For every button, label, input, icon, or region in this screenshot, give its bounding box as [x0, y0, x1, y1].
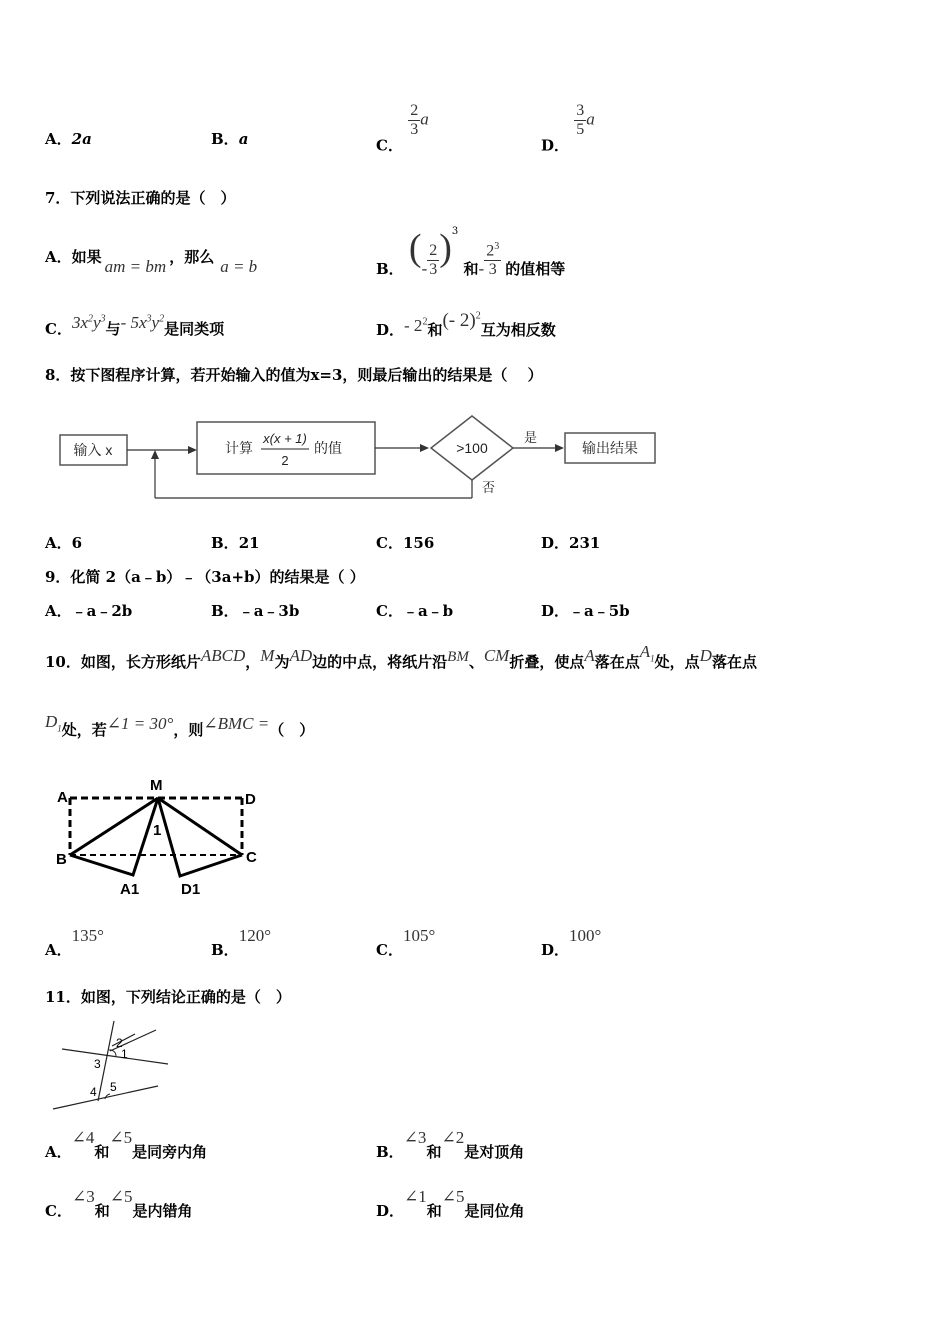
q10-option-b[interactable]: B．120°: [211, 926, 271, 959]
fig10-label-c: C: [246, 849, 257, 866]
q7-option-c[interactable]: C．$3x^2y^3$与- $5x^3y^2$是同类项: [45, 313, 225, 338]
flow-output-text: 输出结果: [582, 440, 638, 456]
q6-option-d-fraction: $\frac{3}{5}$: [576, 102, 585, 138]
q6-option-a-text: 2a: [71, 130, 92, 148]
fig11-label-4: 4: [90, 1085, 97, 1099]
flow-arrow-icon: [188, 446, 197, 454]
q8-option-c[interactable]: C．156: [376, 534, 435, 552]
flow-arrow-icon: [555, 444, 564, 452]
flow-no-label: 否: [482, 480, 496, 495]
flow-calc-prefix: 计算: [225, 440, 253, 456]
q6-option-a[interactable]: A．2a: [45, 130, 92, 148]
q8-stem: 8．按下图程序计算，若开始输入的值为x=3，则最后输出的结果是（ ）: [45, 366, 543, 384]
flow-arrow-icon: [420, 444, 429, 452]
q7-b-fraction1: $\frac{2}{3}$: [429, 242, 438, 278]
q10-option-a[interactable]: A．135°: [45, 926, 104, 959]
fig10-label-b: B: [56, 851, 67, 868]
q11-stem: 11．如图，下列结论正确的是（ ）: [45, 988, 291, 1006]
q6-option-c[interactable]: C． $\frac{2}{3}$ a: [376, 102, 429, 155]
q9-option-d[interactable]: D．﹣a﹣5b: [541, 602, 630, 620]
q8-option-b[interactable]: B．21: [211, 534, 260, 552]
q9-stem: 9．化简 2（a﹣b）﹣（3a+b）的结果是（ ）: [45, 568, 365, 586]
q10-option-c[interactable]: C．105°: [376, 926, 436, 959]
q7-stem: 7．下列说法正确的是（ ）: [45, 189, 236, 207]
q7-option-d[interactable]: D．- $2^2$和(- 2)$^2$互为相反数: [376, 310, 556, 339]
flow-yes-label: 是: [524, 430, 538, 445]
fig10-label-d1: D1: [181, 881, 201, 898]
q6-option-c-fraction: $\frac{2}{3}$: [410, 102, 419, 138]
q6-option-d[interactable]: D． $\frac{3}{5}$ a: [541, 102, 595, 155]
q10-stem-line2: $D_1$处，若∠1 = 30°，则∠BMC =（ ）: [45, 712, 315, 739]
q8-flowchart: [55, 412, 665, 507]
fig11-label-3: 3: [94, 1057, 101, 1071]
q11-option-b[interactable]: B．∠3和∠2是对顶角: [376, 1128, 525, 1161]
fig10-label-a1: A1: [120, 881, 140, 898]
fig11-label-1: 1: [121, 1047, 128, 1061]
fig10-label-d: D: [245, 791, 256, 808]
q10-option-d[interactable]: D．100°: [541, 926, 602, 959]
fig10-label-m: M: [150, 777, 163, 794]
q8-option-a[interactable]: A．6: [45, 534, 83, 552]
fig11-label-5: 5: [110, 1080, 117, 1094]
flow-arrow-icon: [151, 450, 159, 459]
q7-option-b[interactable]: B． (- $\frac{2}{3}$ )$^3$ 和- $\frac{2^3}{3}$ 的值相等: [376, 226, 566, 278]
q11-option-c[interactable]: C．∠3和∠5是内错角: [45, 1187, 193, 1220]
fig11-label-2: 2: [116, 1036, 123, 1050]
q11-option-d[interactable]: D．∠1和∠5是同位角: [376, 1187, 525, 1220]
flow-condition-text: >100: [456, 440, 488, 456]
q6-option-b-text: a: [238, 130, 249, 148]
flow-calc-den: 2: [281, 453, 289, 468]
fig10-label-a: A: [57, 789, 68, 806]
flow-calc-suffix: 的值: [314, 440, 342, 456]
q8-option-d[interactable]: D．231: [541, 534, 601, 552]
q7-b-fraction2: $\frac{2^3}{3}$: [484, 238, 501, 279]
flow-input-text: 输入 x: [73, 442, 113, 458]
q11-option-a[interactable]: A．∠4和∠5是同旁内角: [45, 1128, 208, 1161]
q10-figure: [50, 772, 280, 902]
q11-figure: [50, 1016, 180, 1116]
q9-option-c[interactable]: C．﹣a﹣b: [376, 602, 454, 620]
q9-option-b[interactable]: B．﹣a﹣3b: [211, 602, 300, 620]
flow-calc-num: x(x + 1): [263, 431, 307, 446]
q7-option-a[interactable]: A．如果 am = bm ，那么 a = b: [45, 248, 258, 276]
q10-stem-line1: 10．如图，长方形纸片ABCD，M为AD边的中点，将纸片沿BM、CM折叠，使点A落在点$A_1$处，点D落在点: [45, 642, 757, 671]
fig10-label-1: 1: [153, 822, 162, 839]
q6-option-b[interactable]: B．a: [211, 130, 249, 148]
q9-option-a[interactable]: A．﹣a﹣2b: [45, 602, 133, 620]
